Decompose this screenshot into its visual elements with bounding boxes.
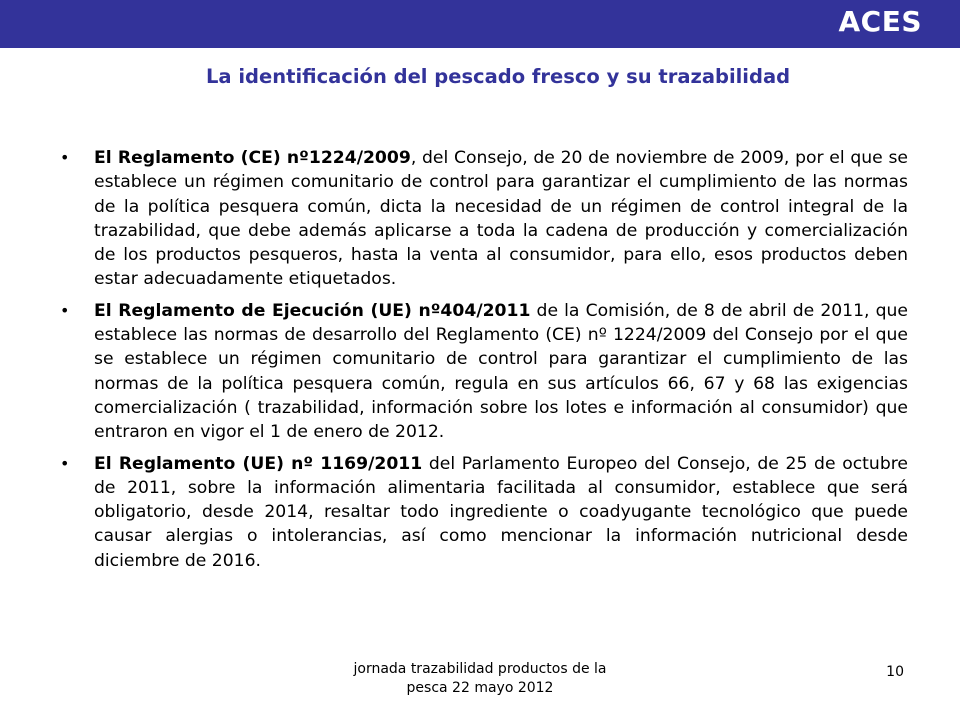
bullet-marker: • (60, 300, 70, 320)
footer-text (330, 660, 630, 698)
header-bar (0, 0, 960, 48)
bullet-item (58, 299, 908, 445)
bullet-text: , del Consejo, de 20 de noviembre de 2009, por el que se establece un régimen comunitario de control para garantizar el cumplimiento de las normas de la política pesquera común, dicta la necesidad de un régimen de control integral de la trazabilidad, que debe además aplicarse a toda la cadena de producción y comercialización de los productos pesqueros, hasta la venta al consumidor, para ello, esos productos deben estar adecuadamente etiquetados. (94, 148, 908, 290)
bullet-item (58, 452, 908, 573)
page-number: 10 (886, 664, 904, 680)
footer-line: jornada trazabilidad productos de la (353, 661, 607, 677)
bullet-text: del Parlamento Europeo del Consejo, de 25 de octubre de 2011, sobre la información alimentaria facilitada al consumidor, establece que será obligatorio, desde 2014, resaltar todo ingrediente o coadyugante tecnológico que puede causar alergias o intolerancias, así como mencionar la información nutricional desde diciembre de 2016. (94, 453, 908, 571)
regulation-name: El Reglamento (CE) nº1224/2009 (94, 148, 411, 168)
footer-line: pesca 22 mayo 2012 (406, 680, 554, 696)
bullet-item (58, 146, 908, 292)
brand-logo-text: ACES (838, 5, 922, 38)
bullet-marker: • (60, 148, 70, 167)
slide-title: La identificación del pescado fresco y su trazabilidad (206, 65, 791, 88)
bullet-text: de la Comisión, de 8 de abril de 2011, que establece las normas de desarrollo del Reglamento (CE) nº 1224/2009 del Consejo por el que se establece un régimen comunitario de control para garantizar el cumplimiento de las normas de la política pesquera común, regula en sus artículos 66, 67 y 68 las exigencias comercialización ( trazabilidad, información sobre los lotes e información al consumidor) que entraron en vigor el 1 de enero de 2012. (94, 300, 909, 443)
regulation-name: El Reglamento (UE) nº 1169/2011 (94, 453, 423, 474)
regulation-name: El Reglamento de Ejecución (UE) nº404/2011 (94, 300, 531, 321)
bullet-list (58, 146, 908, 580)
bullet-marker: • (60, 453, 70, 473)
